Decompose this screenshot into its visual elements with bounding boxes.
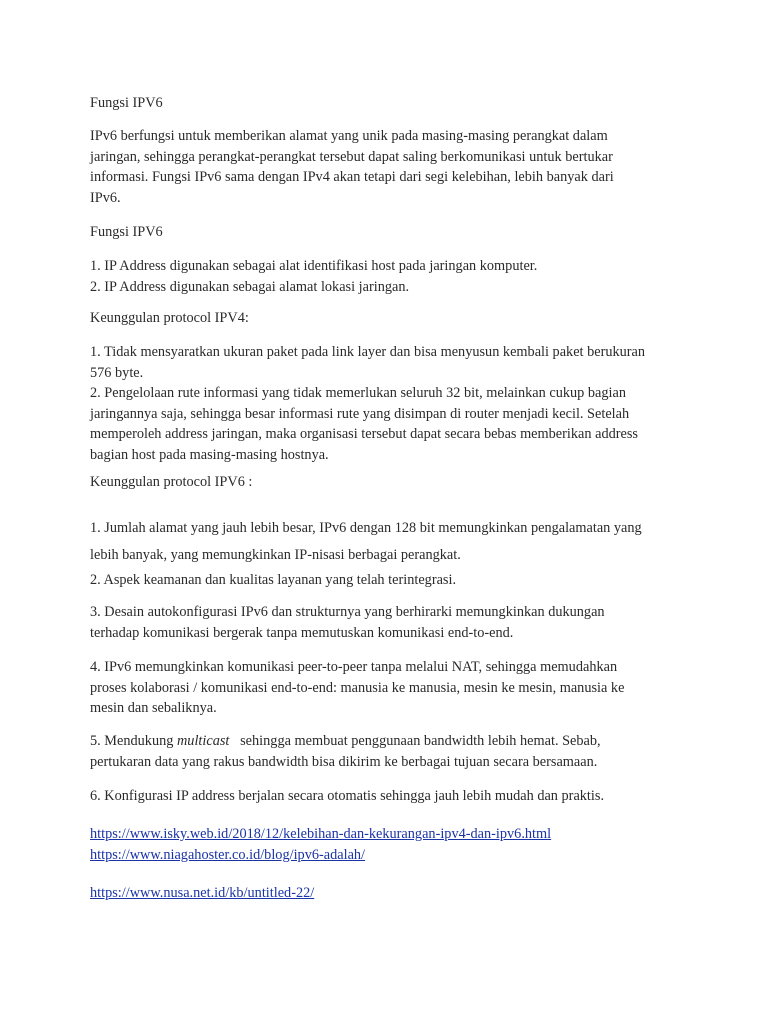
ipv4-list [90, 342, 690, 465]
list-item: 2. IP Address digunakan sebagai alamat lokasi jaringan. [90, 278, 410, 295]
heading-keunggulan-ipv4: Keunggulan protocol IPV4: [90, 310, 249, 326]
ipv6-item-6 [90, 786, 690, 807]
reference-link-isky[interactable]: https://www.isky.web.id/2018/12/kelebihan-dan-kekurangan-ipv4-dan-ipv6.html [90, 826, 552, 842]
ipv6-item-1 [90, 515, 690, 569]
list-item: proses kolaborasi / komunikasi end-to-end: manusia ke manusia, mesin ke mesin, manusia ke [90, 679, 625, 696]
intro-line: IPv6 berfungsi untuk memberikan alamat yang unik pada masing-masing perangkat dalam [90, 128, 608, 144]
fungsi-list [90, 256, 690, 297]
list-item: 2. Aspek keamanan dan kualitas layanan yang telah terintegrasi. [90, 572, 457, 588]
ipv6-item-5 [90, 731, 690, 772]
list-item: bagian host pada masing-masing hostnya. [90, 446, 329, 463]
ipv6-item-3 [90, 602, 690, 643]
list-item: 1. Tidak mensyaratkan ukuran paket pada link layer dan bisa menyusun kembali paket berukuran [90, 344, 646, 360]
multicast-term: multicast [176, 733, 230, 749]
ipv6-item-2 [90, 570, 690, 591]
heading-fungsi-ipv6-2: Fungsi IPV6 [90, 224, 163, 240]
reference-link-niagahoster[interactable]: https://www.niagahoster.co.id/blog/ipv6-adalah/ [90, 846, 366, 863]
heading-fungsi-ipv6: Fungsi IPV6 [90, 95, 163, 111]
intro-line: jaringan, sehingga perangkat-perangkat tersebut dapat saling berkomunikasi untuk bertukar [90, 148, 613, 165]
reference-links [90, 824, 690, 865]
list-item: 5. Mendukung multicast sehingga membuat penggunaan bandwidth lebih hemat. Sebab, [90, 733, 601, 749]
heading-keunggulan-ipv6: Keunggulan protocol IPV6 : [90, 474, 253, 490]
intro-line: IPv6. [90, 189, 121, 206]
list-item: 3. Desain autokonfigurasi IPv6 dan strukturnya yang berhirarki memungkinkan dukungan [90, 604, 605, 620]
list-item: jaringannya saja, sehingga besar informasi rute yang disimpan di router menjadi kecil. Setelah [90, 405, 630, 422]
list-item: terhadap komunikasi bergerak tanpa memutuskan komunikasi end-to-end. [90, 624, 514, 641]
list-item: 1. IP Address digunakan sebagai alat identifikasi host pada jaringan komputer. [90, 258, 538, 274]
list-item: lebih banyak, yang memungkinkan IP-nisasi berbagai perangkat. [90, 547, 461, 563]
list-item: memperoleh address jaringan, maka organisasi tersebut dapat secara bebas memberikan address [90, 426, 638, 442]
list-item: 1. Jumlah alamat yang jauh lebih besar, IPv6 dengan 128 bit memungkinkan pengalamatan yang [90, 520, 642, 536]
ipv6-item-4 [90, 657, 690, 719]
list-item: pertukaran data yang rakus bandwidth bisa dikirim ke berbagai tujuan secara bersamaan. [90, 753, 598, 770]
reference-link-nusa[interactable]: https://www.nusa.net.id/kb/untitled-22/ [90, 885, 315, 901]
list-item: 576 byte. [90, 364, 144, 381]
intro-paragraph [90, 126, 690, 208]
list-item: 2. Pengelolaan rute informasi yang tidak memerlukan seluruh 32 bit, melainkan cukup bagian [90, 385, 626, 401]
list-item: mesin dan sebaliknya. [90, 700, 217, 716]
list-item: 4. IPv6 memungkinkan komunikasi peer-to-peer tanpa melalui NAT, sehingga memudahkan [90, 659, 618, 675]
list-item: 6. Konfigurasi IP address berjalan secara otomatis sehingga jauh lebih mudah dan praktis. [90, 788, 605, 804]
intro-line: informasi. Fungsi IPv6 sama dengan IPv4 akan tetapi dari segi kelebihan, lebih banyak dari [90, 169, 614, 185]
reference-link-block [90, 883, 690, 904]
